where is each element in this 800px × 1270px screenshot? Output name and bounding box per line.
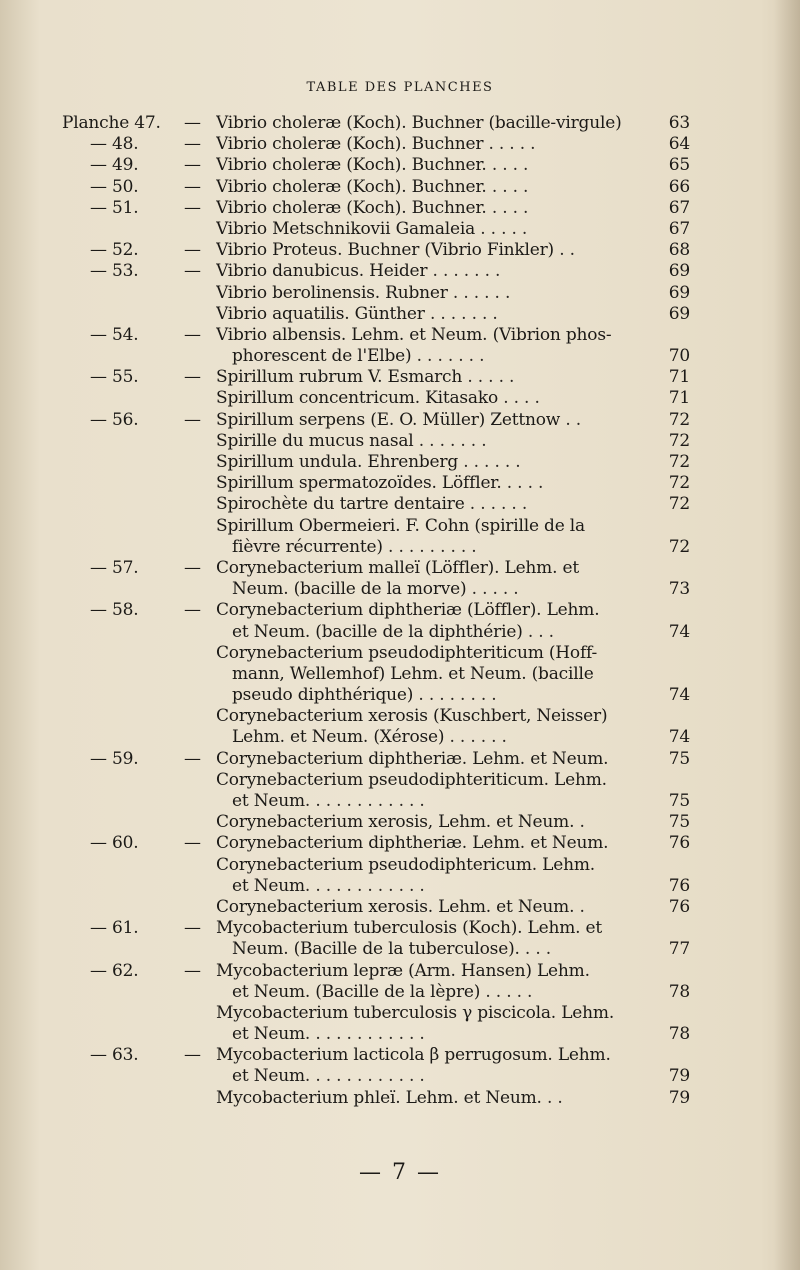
entry-text-wrap	[216, 558, 636, 579]
dot-leader: . .	[554, 240, 575, 261]
list-item	[0, 113, 800, 134]
planche-number: — 52.	[90, 240, 139, 261]
page-reference: 72	[668, 473, 690, 494]
entry-text-wrap	[232, 982, 636, 1003]
list-item	[0, 537, 800, 558]
list-item	[0, 558, 800, 579]
page-reference: 71	[668, 388, 690, 409]
entry-title: pseudo diphthérique)	[232, 685, 414, 706]
dot-leader: . . . . . . . . . . . .	[304, 875, 425, 896]
planche-number: — 61.	[90, 918, 139, 939]
list-item	[0, 1024, 800, 1045]
entry-title: Corynebacterium pseudodiphteriticum. Lehm.	[216, 769, 607, 790]
entry-title: fièvre récurrente)	[232, 536, 383, 557]
entry-dash: —	[184, 833, 201, 854]
list-item	[0, 897, 800, 918]
entry-text-wrap	[232, 939, 636, 960]
list-item	[0, 622, 800, 643]
dot-leader: . . . . .	[466, 579, 519, 600]
dot-leader: . . . .	[501, 473, 544, 494]
dot-leader: . . . . . .	[458, 452, 521, 472]
entry-title: Corynebacterium xerosis. Lehm. et Neum.	[216, 896, 575, 917]
entry-dash: —	[184, 240, 201, 261]
entry-text-wrap	[216, 643, 636, 664]
entry-text-wrap	[232, 876, 636, 897]
entry-dash: —	[184, 324, 201, 345]
page-reference: 72	[668, 536, 690, 557]
dot-leader: . . . . . .	[464, 494, 528, 515]
entry-title: Spirillum serpens (E. O. Müller) Zettnow	[216, 409, 561, 430]
entry-title: phorescent de l'Elbe)	[232, 346, 412, 367]
planche-number: — 58.	[90, 600, 139, 621]
entry-text-wrap	[232, 727, 636, 748]
dot-leader: . . . .	[486, 197, 529, 218]
entry-text-wrap	[216, 410, 636, 431]
entry-dash: —	[184, 176, 201, 197]
entry-title: Vibrio choleræ (Koch). Buchner (bacille-virgule)	[216, 113, 622, 133]
entry-text-wrap	[216, 1003, 636, 1024]
entry-text-wrap	[232, 579, 636, 600]
entry-dash: —	[184, 261, 201, 282]
planche-number: — 49.	[90, 155, 139, 176]
list-item	[0, 918, 800, 939]
entry-title: Mycobacterium phleï. Lehm. et Neum.	[216, 1087, 542, 1108]
entry-text-wrap	[216, 304, 636, 325]
list-item	[0, 240, 800, 261]
entry-title: Vibrio choleræ (Koch). Buchner.	[216, 155, 487, 176]
list-item	[0, 219, 800, 240]
list-item	[0, 1088, 800, 1109]
page-reference: 78	[668, 1024, 690, 1045]
dot-leader: . . . . . .	[444, 727, 507, 748]
page-reference: 75	[668, 748, 690, 769]
dot-leader: . . .	[522, 621, 554, 642]
page-reference: 69	[668, 303, 690, 324]
list-item	[0, 473, 800, 494]
entry-text-wrap	[216, 219, 636, 240]
list-item	[0, 600, 800, 621]
entry-dash: —	[184, 600, 201, 621]
planche-number: — 57.	[90, 557, 139, 578]
dot-leader: . . . . . . . . .	[382, 536, 477, 557]
page-reference: 66	[668, 176, 690, 197]
dot-leader: . . . . . . .	[411, 346, 485, 367]
entry-title: Corynebacterium pseudodiphtericum. Lehm.	[216, 854, 596, 875]
page-reference: 74	[668, 621, 690, 642]
planche-number: — 59.	[90, 748, 139, 769]
entry-text-wrap	[216, 516, 636, 537]
list-item	[0, 325, 800, 346]
dot-leader: .	[574, 896, 585, 917]
entry-text-wrap	[216, 1045, 636, 1066]
entry-text-wrap	[232, 537, 636, 558]
entry-text-wrap	[216, 918, 636, 939]
dot-leader: . . . . . . .	[413, 430, 487, 451]
planche-number: — 48.	[90, 134, 139, 155]
list-item	[0, 643, 800, 664]
page-reference: 63	[668, 113, 690, 133]
list-item	[0, 198, 800, 219]
dot-leader: . . . .	[498, 388, 540, 409]
entry-title: Vibrio choleræ (Koch). Buchner.	[216, 197, 487, 218]
entry-dash: —	[184, 960, 201, 981]
page-reference: 77	[668, 939, 690, 960]
list-item	[0, 1003, 800, 1024]
entry-title: Corynebacterium xerosis (Kuschbert, Neisser)	[216, 706, 608, 727]
page-reference: 67	[668, 197, 690, 218]
list-item	[0, 283, 800, 304]
entry-text-wrap	[216, 367, 636, 388]
list-item	[0, 1066, 800, 1087]
planche-number: — 56.	[90, 409, 139, 430]
dot-leader: . . . . . . . . . . . .	[304, 1024, 425, 1045]
entry-dash: —	[184, 134, 201, 155]
page-reference: 65	[668, 155, 690, 176]
page-reference: 72	[668, 494, 690, 515]
entry-title: Spirillum undula. Ehrenberg	[216, 452, 459, 472]
entry-dash: —	[184, 557, 201, 578]
page-reference: 69	[668, 261, 690, 282]
entry-text-wrap	[216, 431, 636, 452]
dot-leader: . . . . . . . .	[413, 685, 497, 706]
entry-title: Vibrio albensis. Lehm. et Neum. (Vibrion phos-	[216, 324, 612, 345]
entry-text-wrap	[232, 1024, 636, 1045]
list-item	[0, 876, 800, 897]
list-item	[0, 134, 800, 155]
planche-number: — 60.	[90, 833, 139, 854]
list-item	[0, 961, 800, 982]
entry-title: Vibrio berolinensis. Rubner	[216, 282, 448, 303]
entry-title: Mycobacterium lepræ (Arm. Hansen) Lehm.	[216, 960, 590, 981]
entry-dash: —	[184, 367, 201, 388]
list-item	[0, 855, 800, 876]
entry-title: Neum. (Bacille de la tuberculose).	[232, 939, 520, 960]
list-item	[0, 346, 800, 367]
page-reference: 72	[668, 409, 690, 430]
list-item	[0, 685, 800, 706]
dot-leader: . . . . .	[462, 367, 515, 388]
entry-title: Vibrio Proteus. Buchner (Vibrio Finkler)	[216, 240, 554, 261]
entry-text-wrap	[216, 113, 636, 134]
page-reference: 74	[668, 727, 690, 748]
entry-text-wrap	[216, 473, 636, 494]
entry-text-wrap	[216, 452, 636, 473]
list-item	[0, 812, 800, 833]
list-item	[0, 791, 800, 812]
list-item	[0, 706, 800, 727]
dot-leader: . .	[560, 409, 581, 430]
entry-text-wrap	[216, 134, 636, 155]
planche-number: — 63.	[90, 1045, 139, 1066]
list-item	[0, 982, 800, 1003]
entry-text-wrap	[216, 261, 636, 282]
entry-text-wrap	[216, 388, 636, 409]
entry-text-wrap	[216, 855, 636, 876]
page-reference: 64	[668, 134, 690, 155]
planche-number: — 55.	[90, 367, 139, 388]
entry-title: et Neum. (bacille de la diphthérie)	[232, 621, 523, 642]
list-item	[0, 494, 800, 515]
entry-text-wrap	[232, 1066, 636, 1087]
entry-title: Spirillum spermatozoïdes. Löffler.	[216, 473, 502, 494]
entry-text-wrap	[216, 812, 636, 833]
entry-text-wrap	[216, 198, 636, 219]
entry-dash: —	[184, 748, 201, 769]
dot-leader: . .	[541, 1087, 563, 1108]
list-item	[0, 749, 800, 770]
entry-title: Spirillum rubrum V. Esmarch	[216, 367, 463, 388]
page-reference: 70	[668, 346, 690, 367]
entry-text-wrap	[216, 833, 636, 854]
entry-text-wrap	[216, 283, 636, 304]
entry-title: Corynebacterium diphtheriæ. Lehm. et Neum.	[216, 748, 609, 769]
page-reference: 74	[668, 685, 690, 706]
planche-number: — 62.	[90, 960, 139, 981]
dot-leader: . . . . .	[480, 981, 533, 1002]
entry-text-wrap	[216, 494, 636, 515]
planche-number: — 54.	[90, 324, 139, 345]
list-item	[0, 155, 800, 176]
page-reference: 72	[668, 430, 690, 451]
planche-number: — 51.	[90, 197, 139, 218]
entry-title: Spirillum Obermeieri. F. Cohn (spirille de la	[216, 515, 585, 536]
entry-title: et Neum	[232, 875, 305, 896]
entry-text-wrap	[216, 770, 636, 791]
page-reference: 75	[668, 791, 690, 811]
entry-dash: —	[184, 409, 201, 430]
list-item	[0, 177, 800, 198]
entry-title: Corynebacterium pseudodiphteriticum (Hoff-	[216, 642, 598, 663]
dot-leader: . . . .	[486, 176, 529, 197]
planche-number: — 50.	[90, 176, 139, 197]
entry-title: Corynebacterium diphtheriæ. Lehm. et Neum.	[216, 833, 609, 854]
entry-text-wrap	[216, 961, 636, 982]
entry-title: Vibrio danubicus. Heider	[216, 261, 428, 282]
page-reference: 79	[668, 1087, 690, 1108]
entry-text-wrap	[232, 664, 636, 685]
page-reference: 75	[668, 812, 690, 833]
page-reference: 71	[668, 367, 690, 388]
entry-title: et Neum. (Bacille de la lèpre)	[232, 981, 481, 1002]
entry-title: Vibrio Metschnikovii Gamaleia	[216, 218, 476, 239]
page-reference: 76	[668, 875, 690, 896]
list-item	[0, 727, 800, 748]
entry-title: Vibrio aquatilis. Günther	[216, 303, 425, 324]
entry-dash: —	[184, 155, 201, 176]
list-item	[0, 261, 800, 282]
entry-title: Spirillum concentricum. Kitasako	[216, 388, 499, 409]
entry-text-wrap	[232, 685, 636, 706]
dot-leader: .	[574, 812, 585, 833]
entry-title: Mycobacterium lacticola β perrugosum. Lehm.	[216, 1045, 611, 1066]
entry-dash: —	[184, 197, 201, 218]
dot-leader: . . . . . . . . . . . .	[304, 791, 425, 811]
table-of-plates	[0, 113, 800, 1109]
entry-title: Mycobacterium tuberculosis γ piscicola. Lehm.	[216, 1002, 615, 1023]
list-item	[0, 304, 800, 325]
entry-text-wrap	[216, 177, 636, 198]
dot-leader: . . . .	[486, 155, 529, 176]
entry-dash: —	[184, 918, 201, 939]
dot-leader: . . . . . . .	[427, 261, 501, 282]
list-item	[0, 431, 800, 452]
page-reference: 68	[668, 240, 690, 261]
entry-text-wrap	[216, 749, 636, 770]
entry-text-wrap	[232, 622, 636, 643]
entry-title: Vibrio choleræ (Koch). Buchner.	[216, 176, 487, 197]
list-item	[0, 770, 800, 791]
entry-title: Vibrio choleræ (Koch). Buchner	[216, 134, 484, 155]
entry-title: Corynebacterium malleï (Löffler). Lehm. et	[216, 557, 580, 578]
entry-text-wrap	[216, 706, 636, 727]
entry-text-wrap	[216, 325, 636, 346]
list-item	[0, 1045, 800, 1066]
list-item	[0, 388, 800, 409]
entry-title: Lehm. et Neum. (Xérose)	[232, 727, 445, 748]
list-item	[0, 410, 800, 431]
entry-text-wrap	[216, 897, 636, 918]
entry-title: mann, Wellemhof) Lehm. et Neum. (bacille	[232, 663, 594, 684]
entry-title: Neum. (bacille de la morve)	[232, 579, 467, 600]
entry-text-wrap	[232, 791, 636, 812]
dot-leader: . . . . .	[475, 218, 528, 239]
entry-title: et Neum	[232, 791, 305, 811]
entry-title: Spirille du mucus nasal	[216, 430, 414, 451]
page-reference: 72	[668, 452, 690, 472]
entry-text-wrap	[232, 346, 636, 367]
list-item	[0, 833, 800, 854]
list-item	[0, 664, 800, 685]
dot-leader: . . . . . . . . . . . .	[304, 1066, 425, 1087]
list-item	[0, 452, 800, 473]
planche-number: — 53.	[90, 261, 139, 282]
page-reference: 76	[668, 896, 690, 917]
dot-leader: . . .	[519, 939, 551, 960]
dot-leader: . . . . . .	[447, 282, 511, 303]
entry-title: Corynebacterium diphtheriæ (Löffler). Lehm.	[216, 600, 600, 621]
dot-leader: . . . . . . .	[424, 303, 498, 324]
page-reference: 69	[668, 282, 690, 303]
entry-dash: —	[184, 113, 201, 133]
entry-title: Corynebacterium xerosis, Lehm. et Neum.	[216, 812, 575, 833]
page-number: — 7 —	[359, 1160, 441, 1185]
list-item	[0, 939, 800, 960]
page-reference: 67	[668, 218, 690, 239]
planche-number: Planche 47.	[62, 113, 161, 133]
page-reference: 73	[668, 579, 690, 600]
page-reference: 76	[668, 833, 690, 854]
entry-dash: —	[184, 1045, 201, 1066]
entry-title: Spirochète du tartre dentaire	[216, 494, 465, 515]
entry-title: et Neum	[232, 1066, 305, 1087]
list-item	[0, 367, 800, 388]
page-reference: 79	[668, 1066, 690, 1087]
entry-text-wrap	[216, 600, 636, 621]
dot-leader: . . . . .	[483, 134, 536, 155]
entry-text-wrap	[216, 1088, 636, 1109]
entry-text-wrap	[216, 240, 636, 261]
entry-title: et Neum	[232, 1024, 305, 1045]
entry-text-wrap	[216, 155, 636, 176]
list-item	[0, 579, 800, 600]
list-item	[0, 516, 800, 537]
page-header: TABLE DES PLANCHES	[306, 80, 494, 95]
entry-title: Mycobacterium tuberculosis (Koch). Lehm. et	[216, 918, 603, 939]
page-reference: 78	[668, 981, 690, 1002]
